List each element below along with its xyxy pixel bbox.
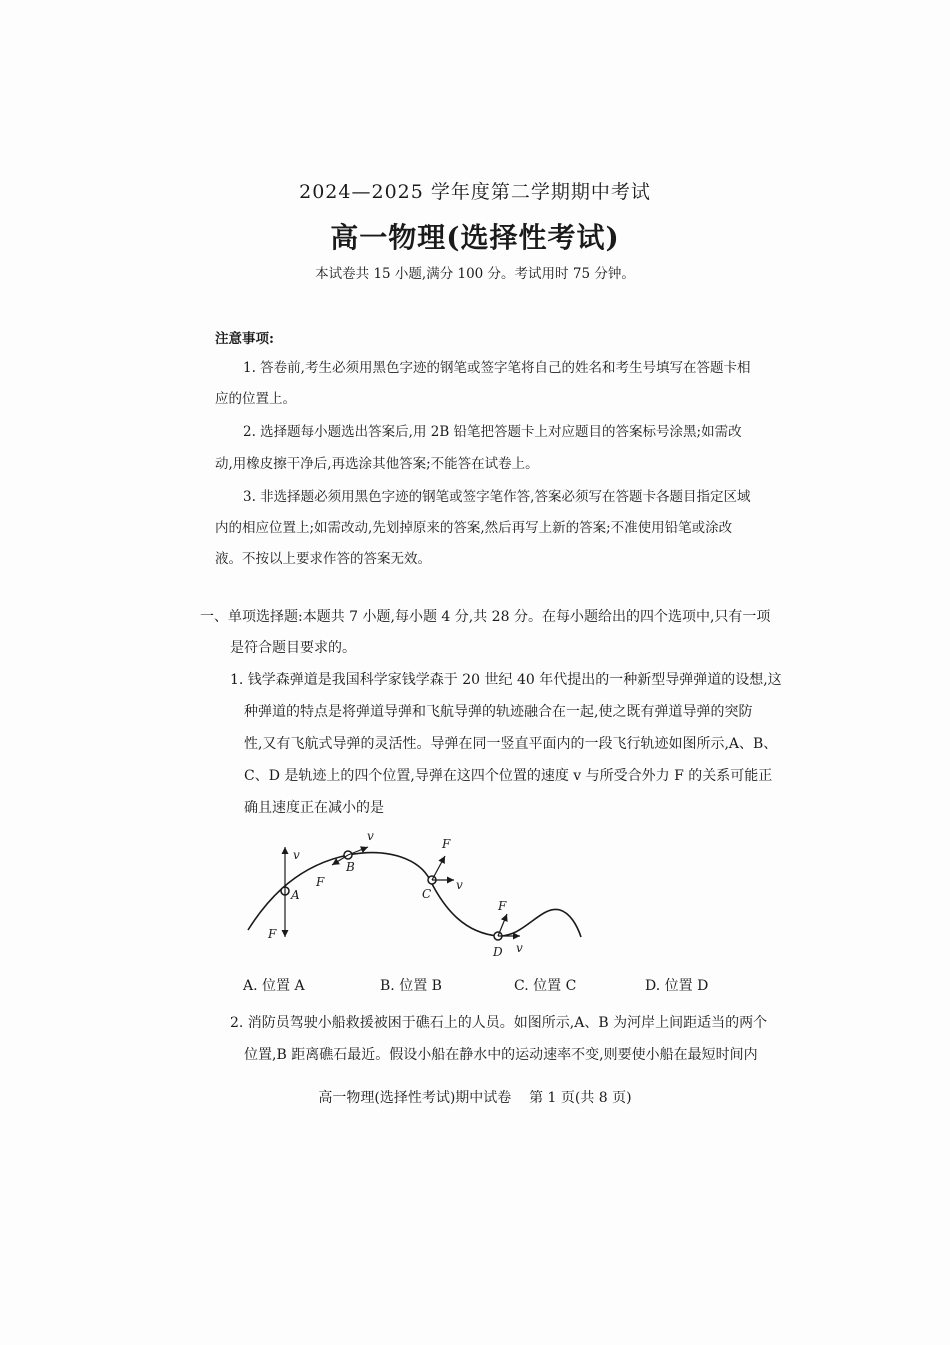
option-c: C. 位置 C	[514, 978, 577, 994]
force-arrow-c	[432, 856, 445, 880]
question-1-line: C、D 是轨迹上的四个位置,导弹在这四个位置的速度 v 与所受合外力 F 的关系可能正	[244, 768, 773, 784]
label-v-b: v	[367, 829, 374, 843]
label-f-b: F	[316, 875, 325, 889]
label-a: A	[291, 888, 300, 902]
notice-line: 内的相应位置上;如需改动,先划掉原来的答案,然后再写上新的答案;不准使用铅笔或涂改	[215, 520, 733, 536]
option-b: B. 位置 B	[380, 978, 442, 994]
exam-subtitle: 2024—2025 学年度第二学期期中考试	[299, 181, 651, 203]
section-heading: 一、单项选择题:本题共 7 小题,每小题 4 分,共 28 分。在每小题给出的四个选项中,只有一项	[200, 609, 771, 625]
notice-line: 3. 非选择题必须用黑色字迹的钢笔或签字笔作答,答案必须写在答题卡各题目指定区域	[243, 489, 751, 505]
label-c: C	[422, 887, 432, 901]
notice-line: 2. 选择题每小题选出答案后,用 2B 铅笔把答题卡上对应题目的答案标号涂黑;如需改	[243, 424, 742, 440]
label-f-d: F	[498, 899, 507, 913]
exam-title: 高一物理(选择性考试)	[330, 221, 620, 254]
trajectory-figure	[240, 825, 590, 965]
label-d: D	[493, 945, 503, 959]
question-1-line: 性,又有飞航式导弹的灵活性。导弹在同一竖直平面内的一段飞行轨迹如图所示,A、B、	[244, 736, 778, 752]
question-2-line: 位置,B 距离礁石最近。假设小船在静水中的运动速率不变,则要使小船在最短时间内	[244, 1047, 758, 1063]
force-arrow-d	[498, 914, 507, 936]
label-v-c: v	[456, 878, 463, 892]
question-1-line: 1. 钱学森弹道是我国科学家钱学森于 20 世纪 40 年代提出的一种新型导弹弹道的设想,这	[230, 672, 782, 688]
option-a: A. 位置 A	[243, 978, 305, 994]
question-1-line: 种弹道的特点是将弹道导弹和飞航导弹的轨迹融合在一起,使之既有弹道导弹的突防	[244, 704, 753, 720]
label-v-a: v	[293, 848, 300, 862]
notice-line: 动,用橡皮擦干净后,再选涂其他答案;不能答在试卷上。	[215, 456, 539, 472]
exam-intro: 本试卷共 15 小题,满分 100 分。考试用时 75 分钟。	[315, 266, 635, 282]
page-footer: 高一物理(选择性考试)期中试卷 第 1 页(共 8 页)	[318, 1090, 632, 1106]
notice-line: 液。不按以上要求作答的答案无效。	[215, 551, 431, 567]
question-2-line: 2. 消防员驾驶小船救援被困于礁石上的人员。如图所示,A、B 为河岸上间距适当的两个	[230, 1015, 768, 1031]
label-b: B	[346, 860, 355, 874]
section-heading-cont: 是符合题目要求的。	[230, 640, 356, 656]
notice-line: 1. 答卷前,考生必须用黑色字迹的钢笔或签字笔将自己的姓名和考生号填写在答题卡相	[243, 360, 751, 376]
question-1-line: 确且速度正在减小的是	[244, 800, 384, 816]
label-v-d: v	[516, 941, 523, 955]
label-f-c: F	[442, 837, 451, 851]
label-f-a: F	[268, 927, 277, 941]
notice-heading: 注意事项:	[215, 331, 274, 347]
option-d: D. 位置 D	[645, 978, 709, 994]
notice-line: 应的位置上。	[215, 391, 296, 407]
